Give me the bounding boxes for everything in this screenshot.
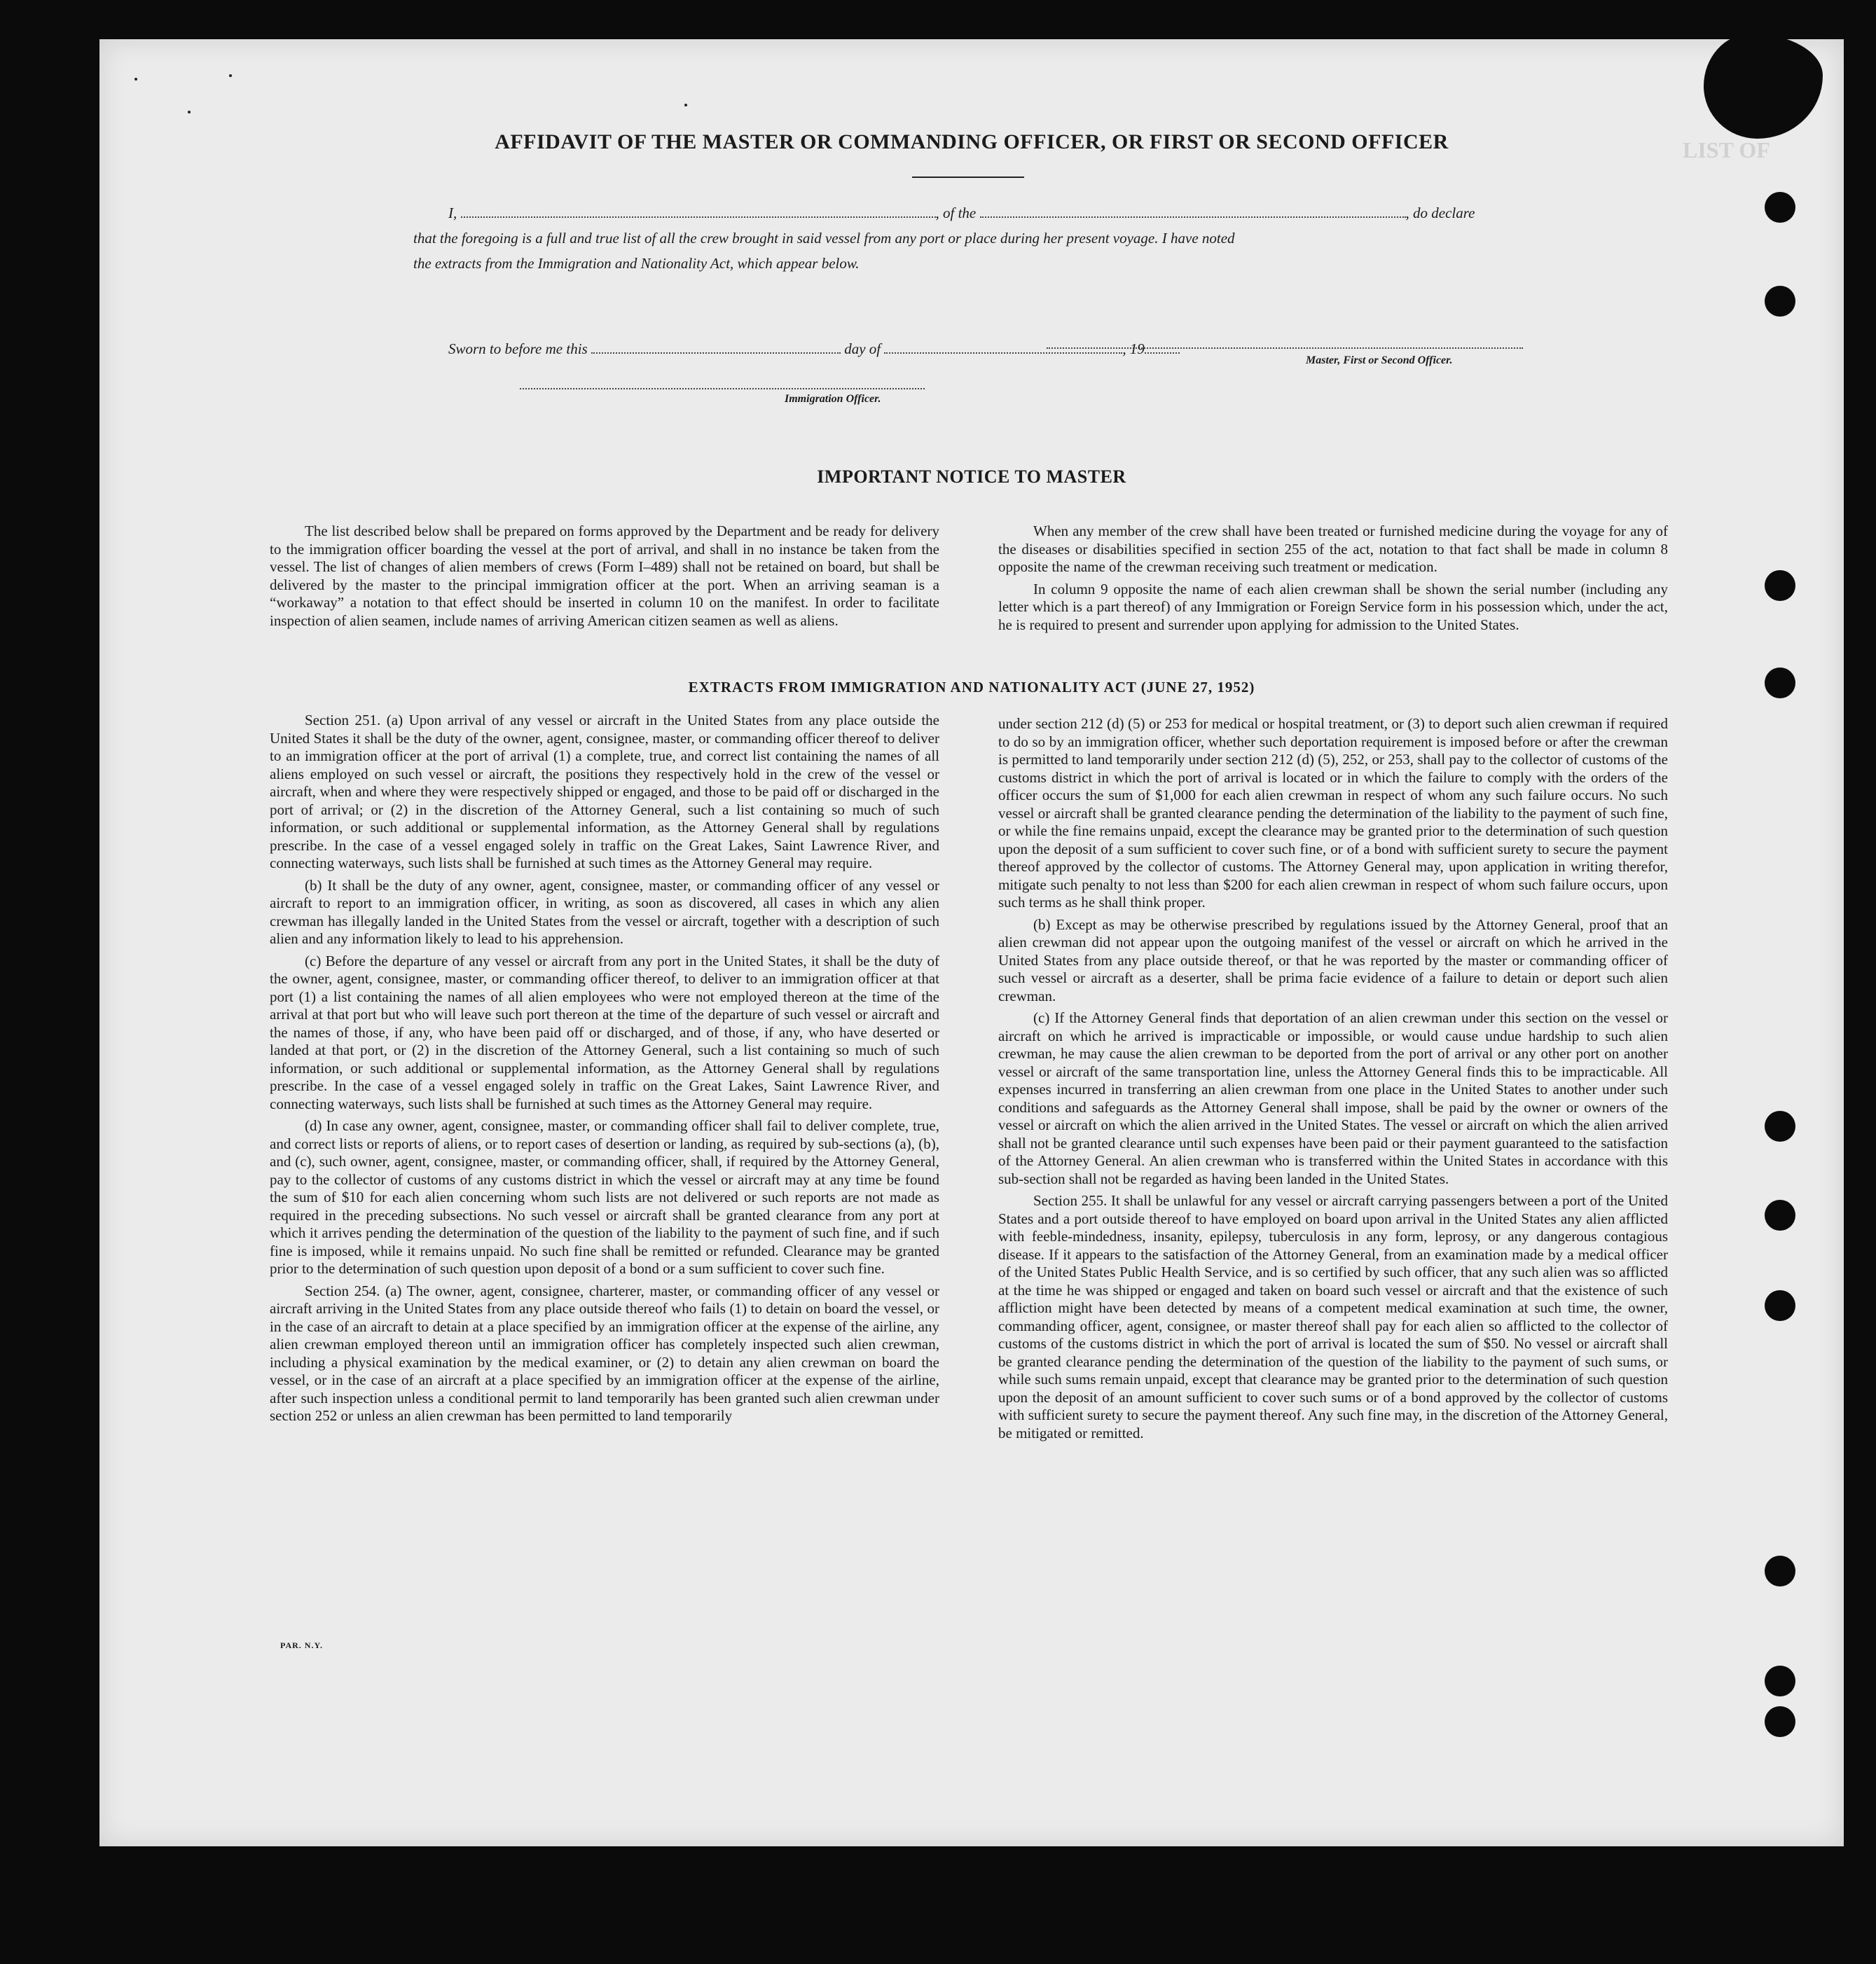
sworn-label: Sworn to before me this [448, 340, 588, 357]
notice-paragraph: In column 9 opposite the name of each alien crewman shall be shown the serial number (including any letter which is a part thereof) of any Immigration or Foreign Service form in his possession which, under the act, he is required to present and surrender upon applying for admission to the United States. [998, 580, 1668, 633]
notice-paragraph: The list described below shall be prepared on forms approved by the Department and be ready for delivery to the immigration officer boarding the vessel at the port of arrival, and shall in no instance be taken from the vessel. The list of changes of alien members of crews (Form I–489) shall not be retained on board, but shall be delivered by the master to the principal immigration officer at the port. When an arriving seaman is a “workaway” a notation to that effect should be inserted in column 10 on the manifest. In order to facilitate inspection of alien seamen, include names of arriving American citizen seamen as well as aliens. [270, 523, 939, 629]
speck [229, 74, 232, 77]
officer-signature-field[interactable] [520, 388, 925, 389]
master-signature-caption: Master, First or Second Officer. [1306, 354, 1453, 366]
vessel-label: , of the [935, 205, 977, 221]
declare-label: , do declare [1405, 205, 1475, 221]
officer-signature-caption: Immigration Officer. [785, 393, 881, 405]
notice-right-column [998, 523, 1668, 638]
vessel-name-field[interactable] [980, 216, 1406, 218]
punch-hole [1765, 1666, 1795, 1696]
punch-hole [1765, 1556, 1795, 1586]
act-section-paragraph: Section 255. It shall be unlawful for any vessel or aircraft carrying passengers between a port of the United States and a port outside thereof to have employed on board upon arrival in the United States any alien afflicted with feeble-mindedness, insanity, epilepsy, tuberculosis in any form, leprosy, or any dangerous contagious disease. If it appears to the satisfaction of the Attorney General, from an examination made by a medical officer of the United States Public Health Service, and is so certified by such officer, that any such alien was so afflicted at the time he was shipped or engaged and taken on board such vessel or aircraft and that the existence of such affliction might have been detected by means of a competent medical examination at such time, the owner, commanding officer, agent, consignee, or master thereof shall pay for each alien so afflicted to the collector of customs of the customs district in which the port of arrival is located the sum of $50. No vessel or aircraft shall be granted clearance pending the determination of the question of the liability to the payment of such sums, or while such sums remain unpaid, except that clearance may be granted prior to the determination of such question upon the deposit of an amount sufficient to cover such sums or of a bond approved by the collector of customs with sufficient surety to secure the payment thereof. Any such fine may, in the discretion of the Attorney General, be mitigated or remitted. [998, 1192, 1668, 1441]
declaration-text: that the foregoing is a full and true list of all the crew brought in said vessel from any port or place during her present voyage. I have noted [413, 230, 1235, 247]
declaration-text: the extracts from the Immigration and Nationality Act, which appear below. [413, 255, 860, 272]
affidavit-title: AFFIDAVIT OF THE MASTER OR COMMANDING OFFICER, OR FIRST OR SECOND OFFICER [495, 130, 1449, 153]
year-label: , 19 [1122, 340, 1145, 357]
speck [135, 78, 137, 81]
punch-hole [1765, 286, 1795, 317]
punch-hole [1765, 1706, 1795, 1737]
act-section-paragraph: under section 212 (d) (5) or 253 for medical or hospital treatment, or (3) to deport such alien crewman if required to do so by an immigration officer, whether such deportation requirement is imposed before or after the crewman is permitted to land temporarily under section 212 (d) (5), 252, or 253, shall pay to the collector of customs of the customs district in which the port of arrival is located or in which the failure to comply with the orders of the officer occurs the sum of $1,000 for each alien crewman in respect of whom any such failure occurs. No such vessel or aircraft shall be granted clearance pending the determination of the liability to the payment of such fine, or while the fine remains unpaid, except the clearance may be granted prior to the determination of such question upon the deposit of a sum sufficient to cover such fine, or of a bond with sufficient surety to secure the payment thereof approved by the collector of customs. The Attorney General may, upon application in writing therefor, mitigate such penalty to not less than $200 for each alien crewman in respect of whom such failure occurs, upon such terms as he shall think proper. [998, 715, 1668, 911]
notice-left-column [270, 523, 939, 634]
notice-title: IMPORTANT NOTICE TO MASTER [817, 466, 1126, 487]
sworn-month-field[interactable] [884, 352, 1122, 354]
punch-hole [1765, 1111, 1795, 1142]
speck [684, 104, 687, 106]
speck [188, 111, 191, 113]
punch-hole [1765, 1200, 1795, 1231]
punch-hole [1765, 570, 1795, 601]
sworn-line [448, 340, 1180, 358]
act-section-paragraph: Section 251. (a) Upon arrival of any vessel or aircraft in the United States from any place outside the United States it shall be the duty of the owner, agent, consignee, master, or commanding officer thereof to deliver to an immigration officer at the port of arrival (1) a complete, true, and correct list containing the names of all aliens employed on such vessel or aircraft, the positions they respectively hold in the crew of the vessel or aircraft, when and where they were respectively shipped or engaged, and those to be paid off or discharged in the port of arrival; or (2) in the discretion of the Attorney General, such a list containing so much of such information, or such additional or supplemental information, as the Attorney General shall by regulations prescribe. In the case of a vessel engaged solely in traffic on the Great Lakes, Saint Lawrence River, and connecting waterways, such lists shall be furnished at such times as the Attorney General may require. [270, 712, 939, 871]
act-section-paragraph: (b) Except as may be otherwise prescribed by regulations issued by the Attorney General, proof that an alien crewman did not appear upon the outgoing manifest of the vessel or aircraft on which he arrived in the United States from any place outside thereof, or that he was reported by the master or commanding officer of such vessel or aircraft as a deserter, shall be prima facie evidence of a failure to detain or deport such alien crewman. [998, 915, 1668, 1004]
bleed-through-text: LIST OF [1683, 137, 1770, 162]
day-of-label: day of [844, 340, 881, 357]
bleed-through-text [163, 172, 166, 188]
declaration-line [448, 205, 1475, 222]
sworn-year-field[interactable] [1145, 352, 1180, 354]
act-section-paragraph: (d) In case any owner, agent, consignee, master, or commanding officer shall fail to deliver complete, true, and correct lists or reports of aliens, or to report cases of desertion or landing, as required by sub-sections (a), (b), and (c), such owner, agent, consignee, master, or commanding officer, shall, if required by the Attorney General, pay to the collector of customs of any customs district in which the vessel or aircraft may at any time be found the sum of $10 for each alien concerning whom such lists are not delivered or such reports are not made as required in the preceding subsections. No such vessel or aircraft shall be granted clearance from any port at which it arrives pending the determination of the question of the liability to the payment of such fine, and if such fine is imposed, while it remains unpaid. No such fine shall be remitted or refunded. Clearance may be granted prior to the determination of such question upon deposit of a bond or a sum sufficient to cover such fine. [270, 1117, 939, 1277]
sworn-day-field[interactable] [591, 352, 841, 354]
extracts-left-column [270, 712, 939, 1430]
act-section-paragraph: (c) Before the departure of any vessel or aircraft from any port in the United States, it shall be the duty of the owner, agent, consignee, master, or commanding officer thereof, to deliver to an immigration officer at that port (1) a list containing the names of all alien employees who were not employed thereon at the time of the arrival at that port but who will leave such port thereon at the time of the departure of such vessel or aircraft and the names of those, if any, who have been paid off or discharged, and of those, if any, who have deserted or landed at that port, or (2) in the discretion of the Attorney General, such a list containing so much of such information, or such additional or supplemental information, as the Attorney General shall by regulations prescribe. In the case of a vessel engaged solely in traffic on the Great Lakes, Saint Lawrence River, and connecting waterways, such lists shall be furnished at such times as the Attorney General may require. [270, 952, 939, 1112]
punch-hole [1765, 1290, 1795, 1321]
ink-blot [1704, 34, 1823, 139]
printer-mark: PAR. N.Y. [280, 1640, 324, 1650]
title-rule [912, 177, 1024, 178]
notice-paragraph: When any member of the crew shall have been treated or furnished medicine during the voyage for any of the diseases or disabilities specified in section 255 of the act, notation to that fact shall be made in column 8 opposite the name of the crewman receiving such treatment or medication. [998, 523, 1668, 575]
act-section-paragraph: Section 254. (a) The owner, agent, consignee, charterer, master, or commanding officer of any vessel or aircraft arriving in the United States from any place outside thereof who fails (1) to detain on board the vessel, or in the case of an aircraft to detain at a place specified by an immigration officer at the expense of the airline, any alien crewman employed thereon until an immigration officer has completely inspected such alien crewman, including a physical examination by the medical examiner, or (2) to detain any alien crewman on board the vessel, or in the case of an aircraft at a place specified by an immigration officer at the expense of the airline, after such inspection unless a conditional permit to land temporarily has been granted such alien crewman under section 252 or unless an alien crewman has been permitted to land temporarily [270, 1282, 939, 1424]
act-section-paragraph: (b) It shall be the duty of any owner, agent, consignee, master, or commanding officer of any vessel or aircraft to report to an immigration officer, in writing, as soon as discovered, all cases in which any alien crewman has illegally landed in the United States from the vessel or aircraft, together with a description of such alien and any information likely to lead to his apprehension. [270, 876, 939, 947]
act-section-paragraph: (c) If the Attorney General finds that deportation of an alien crewman under this section on the vessel or aircraft on which he arrived is impracticable or impossible, or would cause undue hardship to such alien crewman, he may cause the alien crewman to be deported from the port of arrival or any other port on another vessel or aircraft of the same transportation line, unless the Attorney General finds this to be impracticable. All expenses incurred in transferring an alien crewman from one place in the United States to another under such conditions and safeguards as the Attorney General shall impose, shall be paid by the owner or owners of the vessel or aircraft on which the alien arrived in the United States. The vessel or aircraft on which the alien arrived shall not be granted clearance until such expenses have been paid or their payment guaranteed to the satisfaction of the Attorney General. An alien crewman who is transferred within the United States in accordance with this sub-section shall not be regarded as having been landed in the United States. [998, 1009, 1668, 1187]
punch-hole [1765, 192, 1795, 223]
declarant-label: I, [448, 205, 457, 221]
extracts-right-column [998, 715, 1668, 1446]
extracts-title: EXTRACTS FROM IMMIGRATION AND NATIONALITY ACT (JUNE 27, 1952) [688, 679, 1255, 696]
document-page [99, 39, 1844, 1846]
declarant-name-field[interactable] [461, 216, 936, 218]
